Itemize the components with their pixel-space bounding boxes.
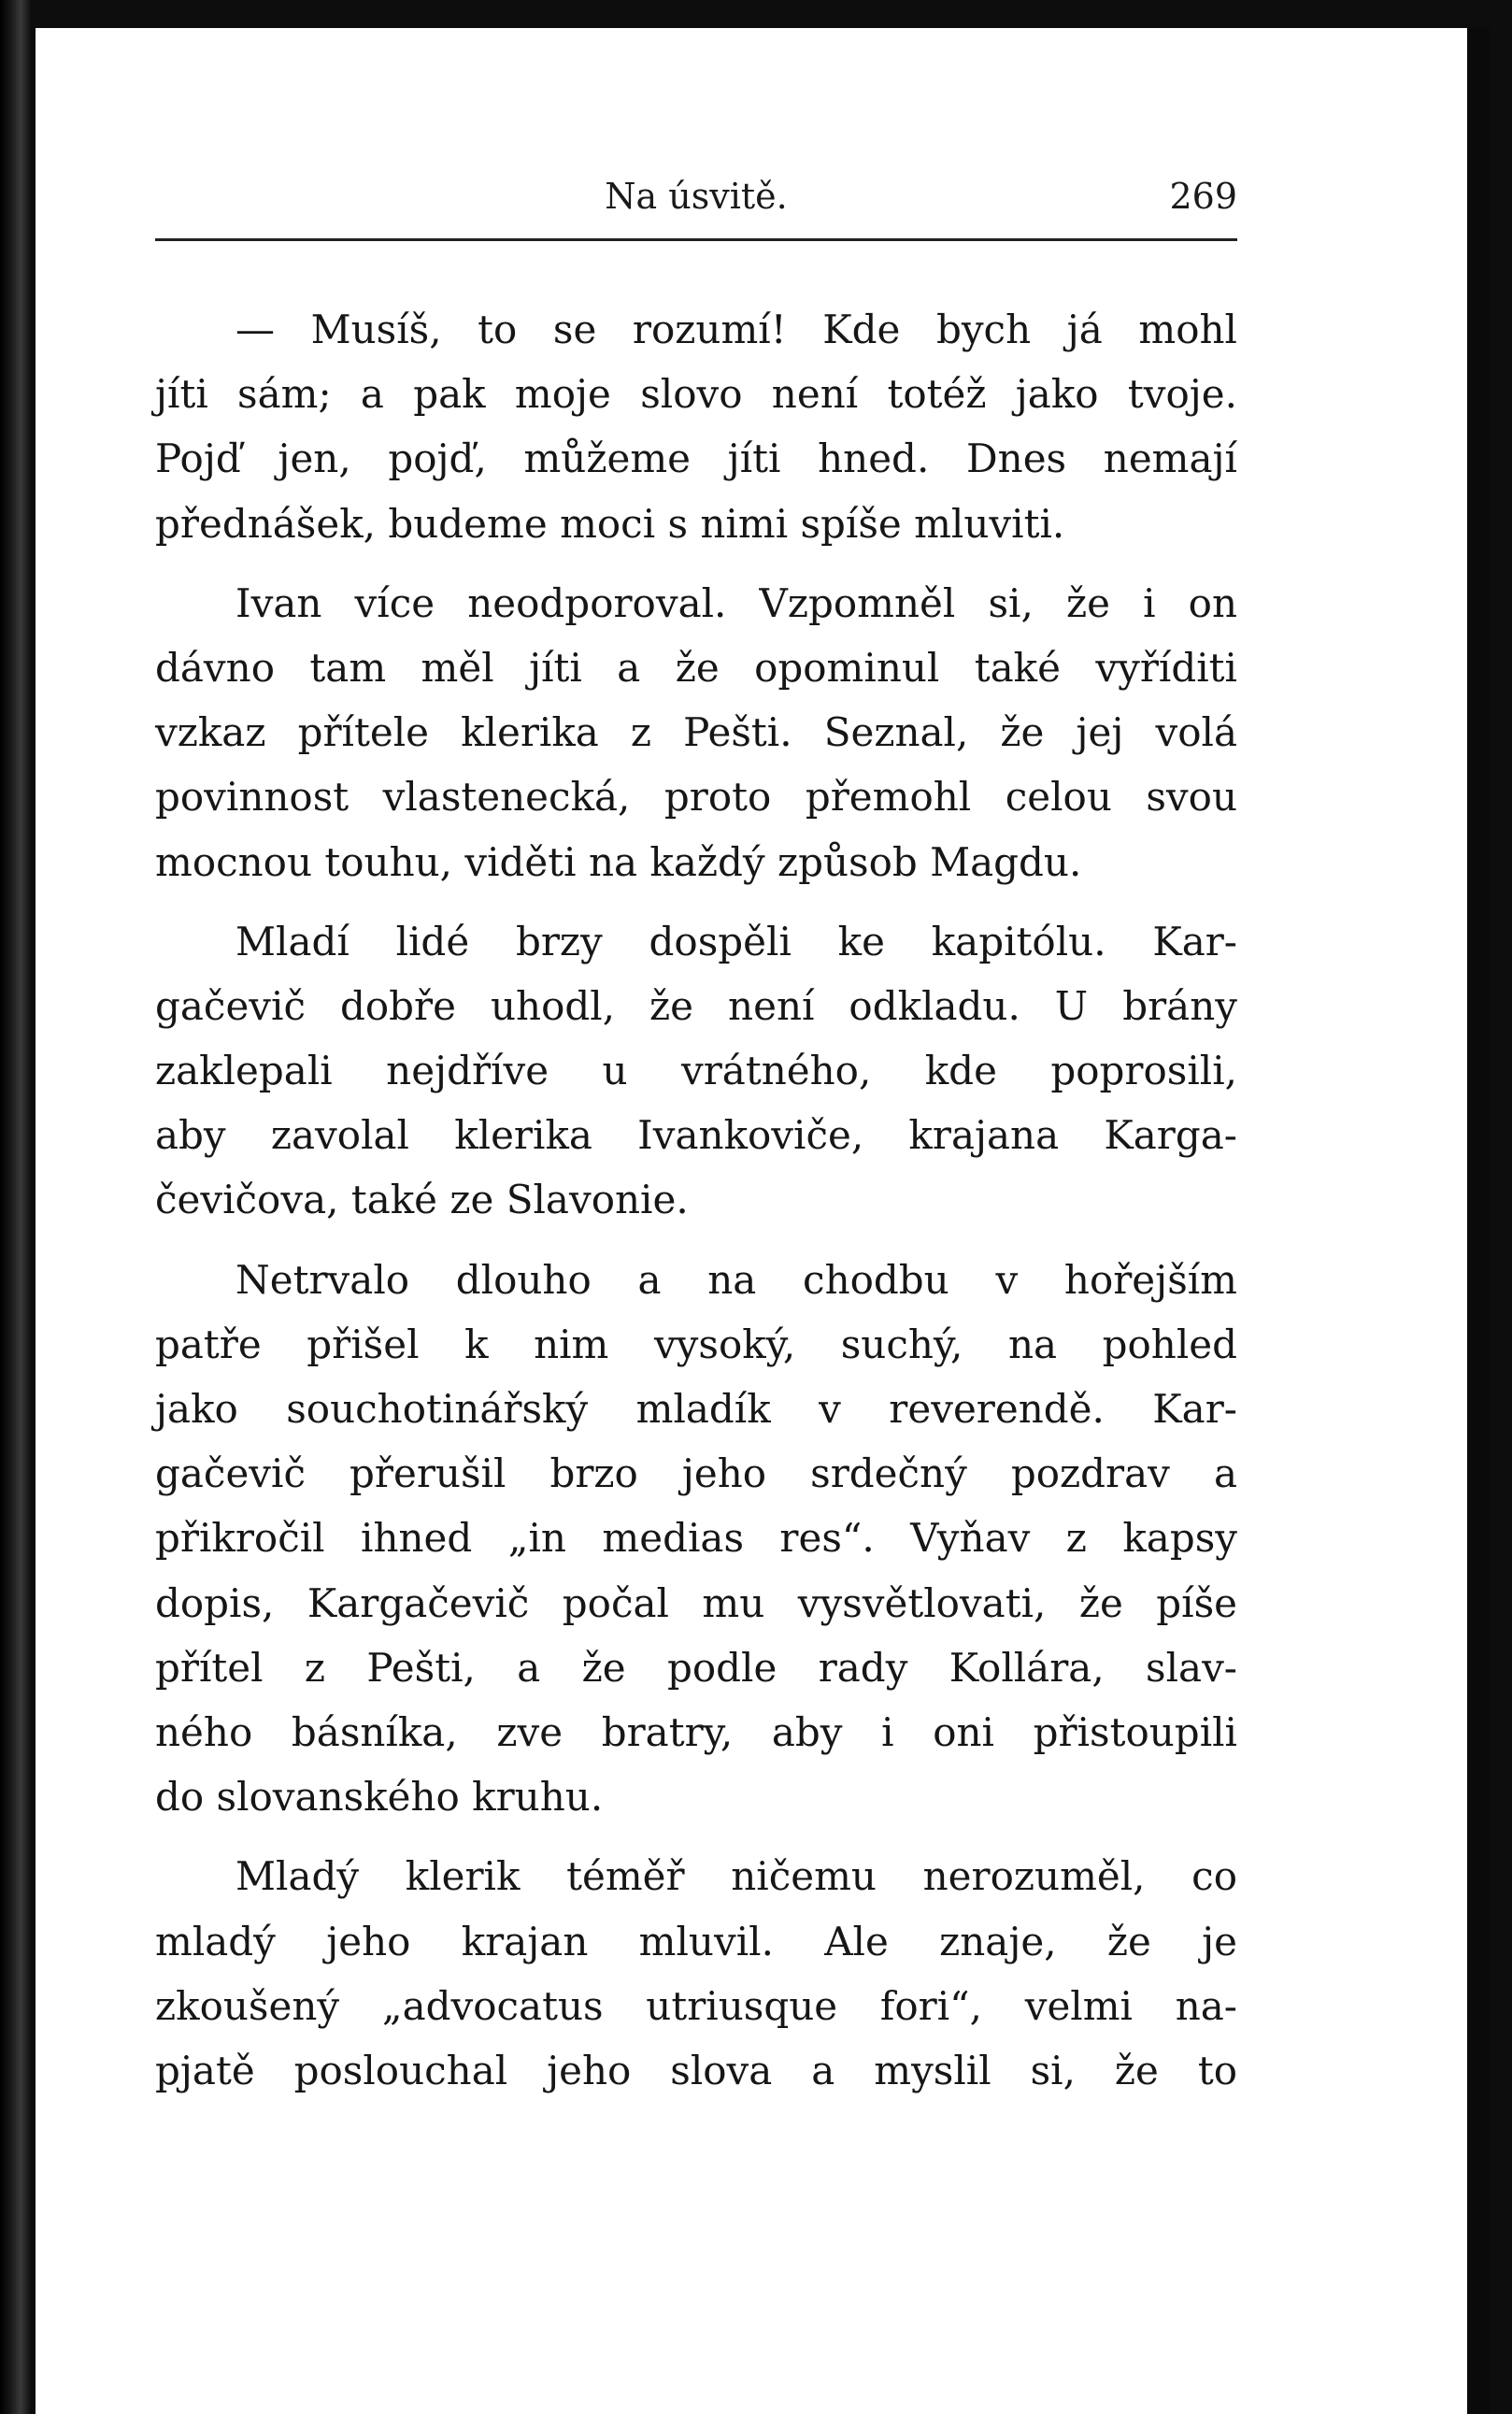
text-line: čevičova, také ze Slavonie. [155,1177,689,1223]
paragraph [155,1248,1237,1830]
text-line: patře přišel k nim vysoký, suchý, na pohled [155,1321,1237,1367]
page-edge-shadow [1467,28,1490,2414]
text-line: ného básníka, zve bratry, aby i oni přistoupili [155,1708,1237,1755]
header-rule [155,238,1237,241]
text-line: dopis, Kargačevič počal mu vysvětlovati, že píše [155,1579,1237,1626]
text-line: — Musíš, to se rozumí! Kde bych já mohl [235,307,1237,352]
text-line: mladý jeho krajan mluvil. Ale znaje, že je [155,1918,1237,1964]
text-line: dávno tam měl jíti a že opominul také vyříditi [155,644,1237,691]
text-line: Pojď jen, pojď, můžeme jíti hned. Dnes nemají [155,436,1237,482]
text-line: vzkaz přítele klerika z Pešti. Seznal, že jej volá [155,709,1237,756]
page-header [155,151,1237,217]
paragraph [155,571,1237,894]
text-line: Mladí lidé brzy dospěli ke kapitólu. Kar- [235,918,1237,964]
text-line: povinnost vlastenecká, proto přemohl celou svou [155,774,1237,821]
text-line: gačevič dobře uhodl, že není odkladu. U brány [155,982,1237,1029]
text-line: přednášek, budeme moci s nimi spíše mluviti. [155,500,1065,547]
text-line: zaklepali nejdříve u vrátného, kde poprosili, [155,1048,1237,1094]
text-line: přítel z Pešti, a že podle rady Kollára, slav- [155,1644,1237,1691]
text-line: přikročil ihned „in medias res“. Vyňav z kapsy [155,1515,1237,1562]
text-line: Netrvalo dlouho a na chodbu v hořejším [235,1256,1237,1303]
paragraph [155,1844,1237,2103]
text-line: jíti sám; a pak moje slovo není totéž jako tvoje. [155,371,1237,418]
paragraph [155,297,1237,556]
text-line: Ivan více neodporoval. Vzpomněl si, že i on [235,579,1237,626]
text-line: pjatě poslouchal jeho slova a myslil si, že to [155,2047,1237,2093]
page-number: 269 [1169,176,1237,217]
book-gutter [0,0,32,2414]
text-line: zkoušený „advocatus utriusque fori“, velmi na- [155,1982,1237,2029]
text-line: gačevič přerušil brzo jeho srdečný pozdrav a [155,1450,1237,1497]
text-line: jako souchotinářský mladík v reverendě. Kar- [155,1386,1237,1432]
paragraph [155,909,1237,1233]
text-line: do slovanského kruhu. [155,1774,604,1821]
text-line: aby zavolal klerika Ivankoviče, krajana Karga- [155,1112,1237,1159]
body-text [155,297,1237,2118]
running-title: Na úsvitě. [605,176,788,217]
text-line: Mladý klerik téměř ničemu nerozuměl, co [235,1853,1237,1900]
text-line: mocnou touhu, viděti na každý způsob Magdu. [155,838,1082,885]
